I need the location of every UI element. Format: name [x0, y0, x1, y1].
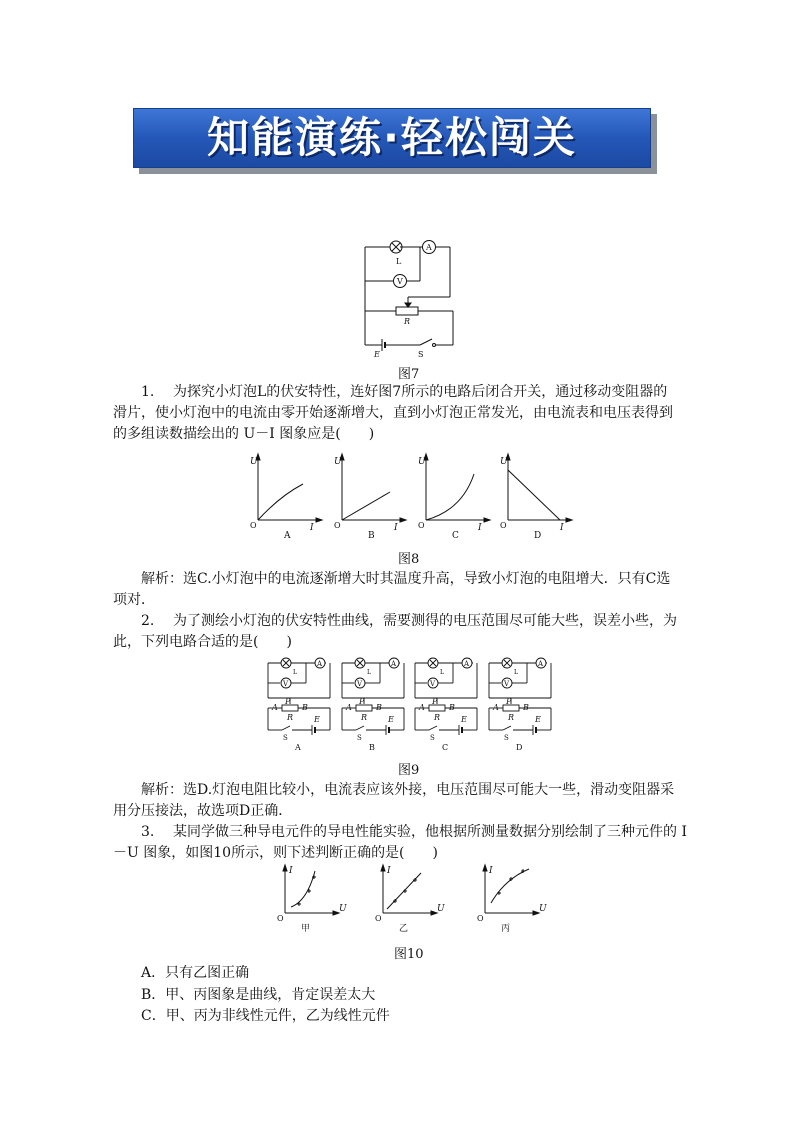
title-banner [133, 108, 651, 168]
data-point-mark [403, 889, 407, 893]
label-r: R [434, 713, 441, 722]
option-label: 甲 [301, 924, 311, 934]
option-label: D [516, 743, 523, 752]
q1-number: 1. [141, 384, 155, 400]
label-s: S [357, 734, 362, 742]
label-l: L [396, 257, 402, 266]
graph-C [418, 454, 490, 541]
a2-line2: 用分压接法，故选项D正确． [113, 803, 293, 819]
option-label: A [295, 743, 301, 752]
label-p: P [506, 697, 512, 706]
a2-line1: 解析：选D.灯泡电阻比较小，电流表应该外接，电压范围尽可能大一些，滑动变阻器采 [141, 782, 675, 798]
graph-乙 [375, 865, 445, 934]
ammeter-label: A [464, 660, 470, 668]
curve-甲 [291, 871, 315, 907]
switch-symbol [356, 726, 364, 730]
curve-D [508, 470, 560, 520]
label-s: S [504, 734, 509, 742]
choice-b: B．甲、丙图象是曲线，肯定误差太大 [141, 987, 376, 1003]
lamp-label: L [514, 669, 518, 676]
label-a: A [493, 703, 499, 712]
q2-line1: 2. 为了测绘小灯泡的伏安特性曲线，需要测得的电压范围尽可能大些，误差小些，为 [113, 610, 677, 632]
axis-label-u: U [539, 904, 547, 914]
option-label: C [442, 743, 449, 752]
label-b: B [523, 703, 529, 712]
axis-label-i: I [387, 866, 391, 876]
figure-7-caption: 图7 [398, 367, 420, 382]
origin-label: O [375, 914, 382, 923]
label-a: A [346, 703, 352, 712]
x-axis-arrow [566, 518, 572, 522]
option-label: 丙 [501, 924, 511, 934]
lamp-label: L [293, 669, 297, 676]
circuit-D [489, 658, 551, 752]
label-e: E [461, 715, 467, 724]
q2-line2: 此，下列电路合适的是( ) [113, 634, 292, 650]
option-label: A [284, 531, 291, 541]
q3-line1: 3. 某同学做三种导电元件的导电性能实验，他根据所测量数据分别绘制了三种元件的 I [113, 821, 687, 843]
ammeter-label: A [317, 660, 323, 668]
switch-symbol [282, 726, 290, 730]
graph-A [250, 454, 322, 541]
voltmeter-label: V [357, 680, 363, 688]
y-axis-arrow [483, 865, 487, 871]
axis-label-i: I [394, 523, 398, 533]
label-e: E [314, 715, 320, 724]
label-p: P [285, 697, 291, 706]
origin-label: O [277, 914, 284, 923]
label-r: R [361, 713, 368, 722]
banner-title: 知能演练·轻松闯关 [207, 113, 577, 162]
figure-9-caption: 图9 [398, 763, 420, 778]
q2-number: 2. [141, 613, 155, 629]
graph-B [334, 454, 406, 541]
figure-9-circuits [265, 655, 565, 750]
option-label: B [368, 531, 375, 541]
circuit-C [415, 658, 477, 752]
curve-丙 [491, 869, 529, 903]
label-e: E [374, 350, 380, 359]
label-b: B [302, 703, 308, 712]
axis-label-i: I [560, 523, 564, 533]
figure-10-graphs [275, 865, 555, 935]
label-p: P [432, 697, 438, 706]
figure-8-caption: 图8 [398, 552, 420, 567]
ammeter-label: A [391, 660, 397, 668]
label-r: R [508, 713, 515, 722]
circuit-A [268, 658, 330, 752]
q1-line2: 滑片，使小灯泡中的电流由零开始逐渐增大，直到小灯泡正常发光，由电流表和电压表得到 [113, 405, 673, 421]
rheostat-symbol [396, 307, 418, 315]
lamp-label: L [440, 669, 444, 676]
option-label: B [369, 743, 375, 752]
curve-C [426, 474, 474, 520]
x-axis-arrow [484, 518, 490, 522]
y-axis-arrow [381, 865, 385, 871]
label-a: A [272, 703, 278, 712]
label-ammeter: A [426, 243, 432, 252]
graph-D [500, 454, 572, 541]
axis-label-u: U [437, 904, 445, 914]
origin-label: O [250, 521, 257, 530]
origin-label: O [334, 521, 341, 530]
label-b: B [449, 703, 455, 712]
label-s: S [418, 350, 424, 359]
figure-10-caption: 图10 [394, 947, 424, 962]
q3-line2: －U 图象，如图10所示，则下述判断正确的是( ) [113, 845, 438, 861]
switch-symbol [429, 726, 437, 730]
q1-line3: 的多组读数描绘出的 U－I 图象应是( ) [113, 426, 375, 442]
axis-label-u: U [250, 457, 258, 467]
origin-label: O [477, 914, 484, 923]
axis-label-u: U [339, 904, 347, 914]
q3-number: 3. [141, 824, 155, 840]
choice-c: C．甲、丙为非线性元件，乙为线性元件 [141, 1008, 390, 1024]
option-label: 乙 [399, 924, 409, 934]
ammeter-label: A [538, 660, 544, 668]
graph-甲 [277, 865, 347, 934]
label-r: R [404, 317, 411, 326]
switch-symbol [420, 339, 432, 345]
label-b: B [376, 703, 382, 712]
label-r: R [287, 713, 294, 722]
voltmeter-label: V [430, 680, 436, 688]
circuit-B [342, 658, 404, 752]
curve-B [342, 492, 390, 520]
lamp-label: L [367, 669, 371, 676]
label-voltmeter: V [397, 277, 403, 286]
switch-symbol [503, 726, 511, 730]
data-point-mark [297, 902, 301, 906]
a1-line1: 解析：选C.小灯泡中的电流逐渐增大时其温度升高，导致小灯泡的电阻增大．只有C选 [141, 571, 671, 587]
x-axis-arrow [316, 518, 322, 522]
label-a: A [419, 703, 425, 712]
figure-7-circuit [360, 235, 460, 360]
label-s: S [283, 734, 288, 742]
data-point-mark [497, 891, 501, 895]
axis-label-i: I [310, 523, 314, 533]
axis-label-i: I [478, 523, 482, 533]
x-axis-arrow [400, 518, 406, 522]
option-label: C [452, 531, 459, 541]
graph-丙 [477, 865, 547, 934]
label-e: E [535, 715, 541, 724]
axis-label-u: U [334, 457, 342, 467]
origin-label: O [418, 521, 425, 530]
figure-8-graphs [250, 450, 580, 540]
voltmeter-label: V [283, 680, 289, 688]
axis-label-i: I [289, 866, 293, 876]
q1-line1: 1. 为探究小灯泡L的伏安特性，连好图7所示的电路后闭合开关，通过移动变阻器的 [113, 381, 667, 403]
axis-label-u: U [500, 457, 508, 467]
label-e: E [388, 715, 394, 724]
axis-label-i: I [489, 866, 493, 876]
y-axis-arrow [283, 865, 287, 871]
axis-label-u: U [418, 457, 426, 467]
label-p: P [359, 697, 365, 706]
voltmeter-label: V [504, 680, 510, 688]
choice-a: A．只有乙图正确 [141, 965, 250, 981]
curve-A [258, 484, 303, 520]
a1-line2: 项对． [113, 592, 155, 608]
label-s: S [430, 734, 435, 742]
option-label: D [534, 531, 542, 541]
origin-label: O [500, 521, 507, 530]
